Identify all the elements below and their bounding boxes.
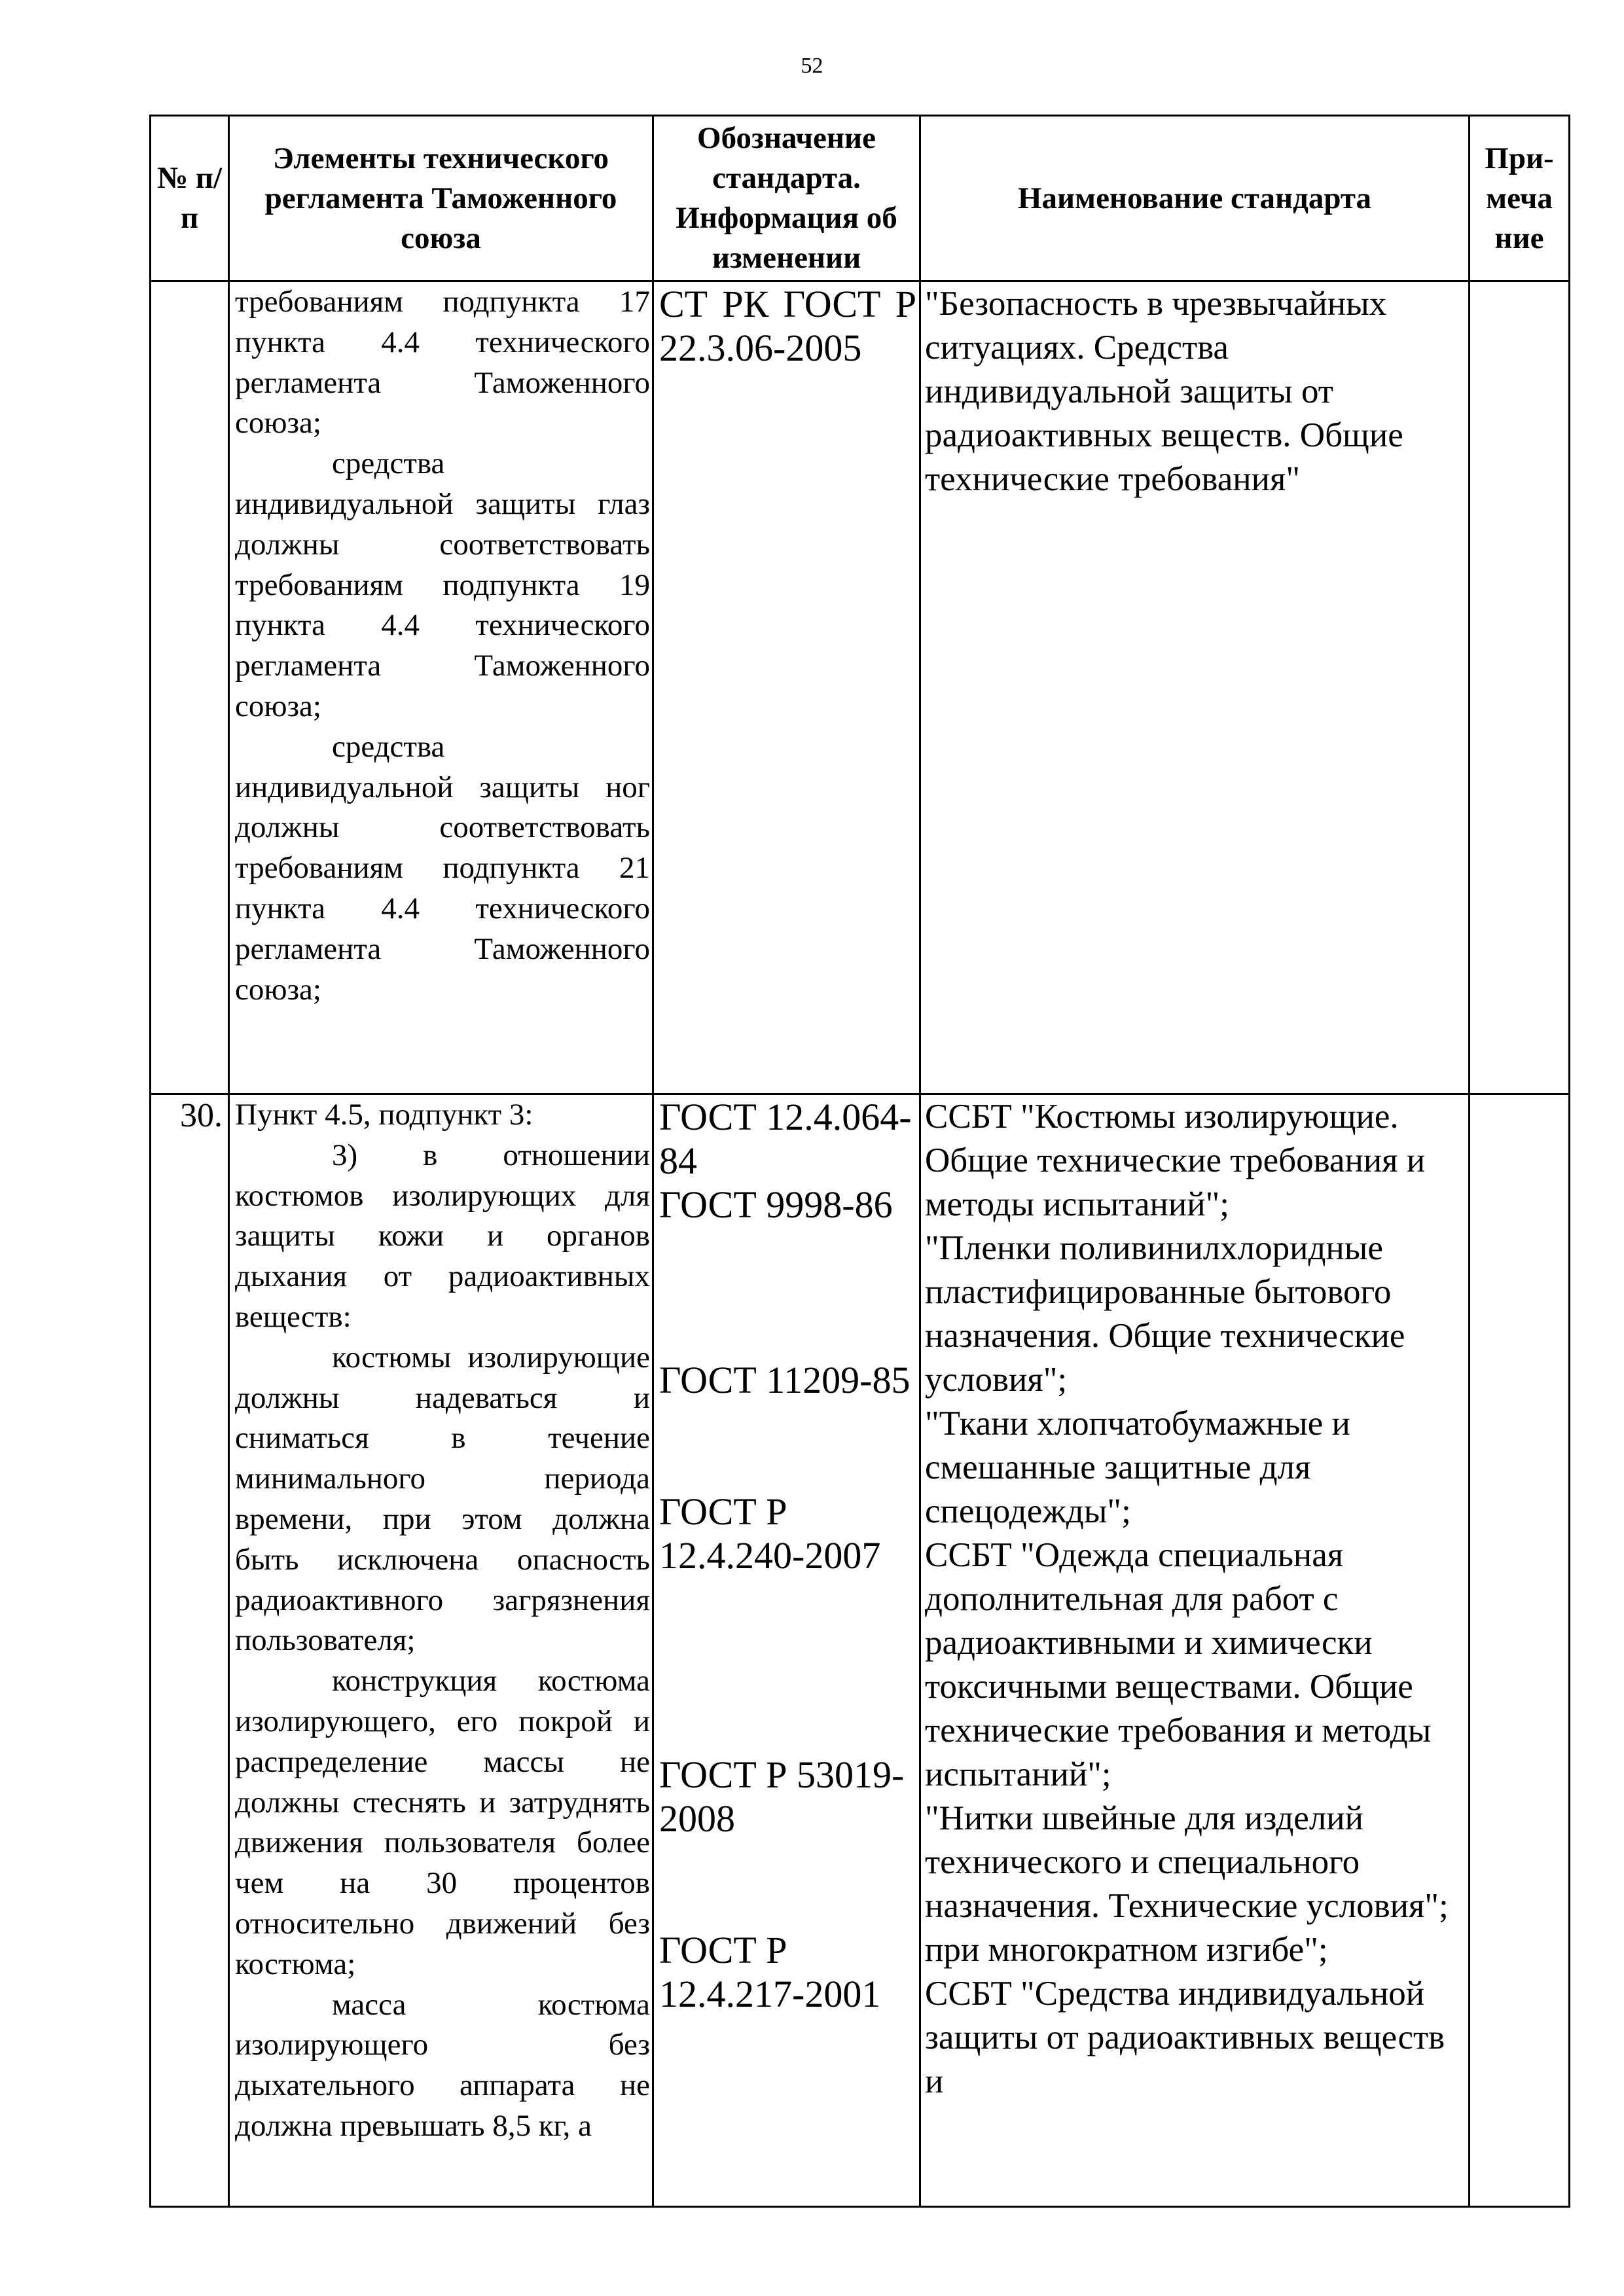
- column-header-note: При-меча ние: [1470, 116, 1570, 281]
- column-header-standard-name: Наименование стандарта: [920, 116, 1470, 281]
- standard-designation-cell: [653, 281, 920, 1094]
- regulation-text: конструкция костюма изолирующего, его покрой и распределение массы не должны стеснять и затруднять движения пользователя более чем на 30 процентов относительно движений без костюма;: [235, 1664, 650, 1981]
- note-cell: [1470, 1094, 1570, 2207]
- table-row: [151, 1094, 1570, 2207]
- standards-table: [149, 115, 1570, 2208]
- standard-name: ССБТ "Костюмы изолирующие. Общие технические требования и методы испытаний";: [925, 1098, 1426, 1223]
- regulation-text: Пункт 4.5, подпункт 3:: [235, 1098, 533, 1132]
- standard-designation-cell: [653, 1094, 920, 2207]
- standard-designation: СТ РК ГОСТ Р 22.3.06-2005: [659, 283, 916, 369]
- standard-name: "Ткани хлопчатобумажные и смешанные защитные для спецодежды";: [925, 1405, 1350, 1530]
- standard-name-cell: [920, 1094, 1470, 2207]
- regulation-text: требованиям подпункта 17 пункта 4.4 технического регламента Таможенного союза;: [235, 285, 650, 440]
- standard-name: "Нитки швейные для изделий технического и специального назначения. Технические условия";: [925, 1799, 1449, 1925]
- standard-name-cell: [920, 281, 1470, 1094]
- column-header-number: № п/п: [151, 116, 229, 281]
- standard-name: при многократном изгибе";: [925, 1931, 1328, 1969]
- standard-name: ССБТ "Средства индивидуальной защиты от радиоактивных веществ и: [925, 1975, 1445, 2100]
- regulation-text: масса костюма изолирующего без дыхательного аппарата не должна превышать 8,5 кг, а: [235, 1987, 650, 2143]
- page-number: 52: [801, 54, 823, 78]
- column-header-designation: Обозначение стандарта. Информация об изменении: [653, 116, 920, 281]
- note-cell: [1470, 281, 1570, 1094]
- regulation-text: костюмы изолирующие должны надеваться и сниматься в течение минимального периода времени, при этом должна быть исключена опасность радиоактивного загрязнения пользователя;: [235, 1340, 650, 1658]
- row-number: 30.: [151, 1094, 229, 2207]
- standard-name: ССБТ "Одежда специальная дополнительная для работ с радиоактивными и химически токсичными веществами. Общие технические требования и методы испытаний";: [925, 1536, 1432, 1793]
- standard-designation: ГОСТ 12.4.064-84: [659, 1096, 912, 1182]
- standard-designation: ГОСТ 9998-86: [659, 1183, 893, 1226]
- standard-designation: ГОСТ Р 12.4.240-2007: [659, 1490, 881, 1577]
- table-header-row: [151, 116, 1570, 281]
- standard-name: "Пленки поливинилхлоридные пластифицированные бытового назначения. Общие технические условия";: [925, 1229, 1405, 1399]
- regulation-text: 3) в отношении костюмов изолирующих для защиты кожи и органов дыхания от радиоактивных веществ:: [235, 1138, 650, 1334]
- table-row: [151, 281, 1570, 1094]
- standard-name: "Безопасность в чрезвычайных ситуациях. Средства индивидуальной защиты от радиоактивных веществ. Общие технические требования": [925, 285, 1403, 498]
- standard-designation: ГОСТ 11209-85: [659, 1359, 911, 1401]
- regulation-text: средства индивидуальной защиты ног должны соответствовать требованиям подпункта 21 пункта 4.4 технического регламента Таможенного союза;: [235, 729, 650, 1007]
- regulation-elements-cell: [229, 281, 653, 1094]
- regulation-elements-cell: [229, 1094, 653, 2207]
- standard-designation: ГОСТ Р 53019-2008: [659, 1753, 905, 1840]
- standard-designation: ГОСТ Р 12.4.217-2001: [659, 1929, 881, 2015]
- column-header-elements: Элементы технического регламента Таможенного союза: [229, 116, 653, 281]
- regulation-text: средства индивидуальной защиты глаз должны соответствовать требованиям подпункта 19 пункта 4.4 технического регламента Таможенного союза;: [235, 446, 650, 723]
- row-number: [151, 281, 229, 1094]
